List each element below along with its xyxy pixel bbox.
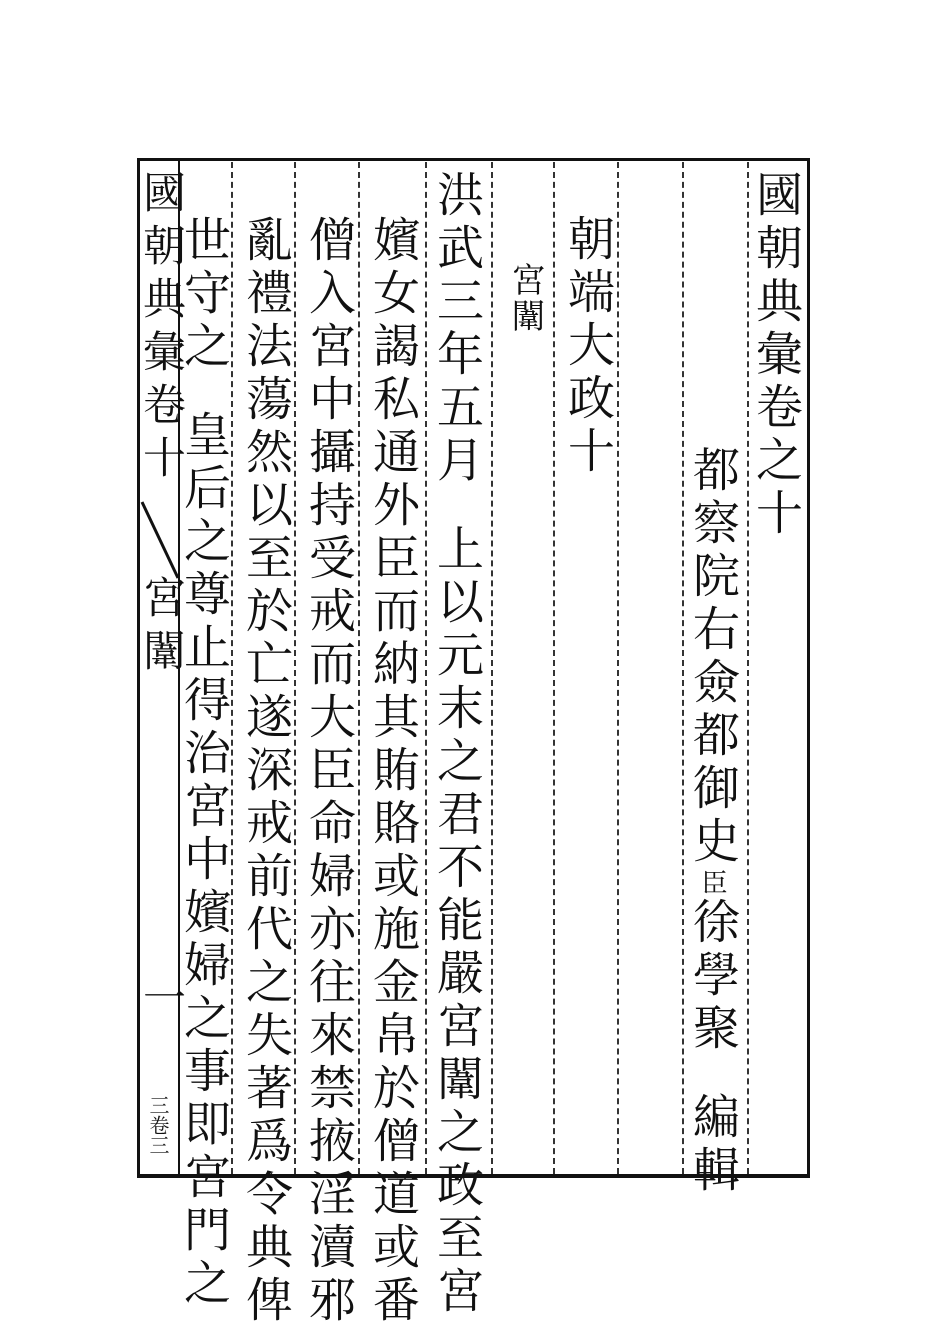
column-rule — [425, 162, 427, 1174]
gutter-section: 宮闈 — [136, 575, 186, 681]
column-rule — [491, 162, 493, 1174]
entry-date: 洪武三年五月 — [429, 170, 484, 488]
column-rule — [553, 162, 555, 1174]
honorific-text: 皇后之尊止得治宮中嬪婦之事即宮門之 — [176, 410, 231, 1311]
author-role: 編輯 — [685, 1092, 740, 1198]
body-column-4: 亂禮法蕩然以至於亡遂深戒前代之失著爲令典俾 — [238, 215, 293, 1328]
body-text-1: 上以元末之君不能嚴宮闈之政至宮 — [429, 524, 484, 1319]
section-heading: 朝端大政十 — [560, 214, 615, 479]
frame-top-border — [140, 158, 810, 161]
body-column-5 — [176, 215, 231, 1311]
column-rule — [231, 162, 233, 1174]
author-name: 徐學聚 — [685, 897, 740, 1056]
fold-mark — [140, 500, 185, 590]
body-column-2: 嬪女謁私通外臣而納其賄賂或施金帛於僧道或番 — [365, 215, 420, 1328]
body-text-5: 世守之 — [176, 215, 231, 374]
subsection-heading: 宮闈 — [505, 262, 545, 334]
frame-right-border — [807, 158, 810, 1178]
body-column-1 — [429, 170, 484, 1319]
volume-title: 國朝典彙卷之十 — [748, 170, 803, 541]
gutter-title: 國朝典彙卷十 — [136, 170, 186, 488]
column-rule — [358, 162, 360, 1174]
column-rule — [617, 162, 619, 1174]
author-subject: 臣 — [697, 869, 727, 897]
author-line — [685, 445, 740, 1198]
column-rule — [682, 162, 684, 1174]
column-rule — [294, 162, 296, 1174]
body-column-3: 僧入宮中攝持受戒而大臣命婦亦往來禁掖淫瀆邪 — [301, 215, 356, 1328]
gutter-page-number: 一 — [136, 975, 186, 1028]
author-office: 都察院右僉都御史 — [685, 445, 740, 869]
gutter-stamp: 三卷三 — [146, 1095, 170, 1155]
